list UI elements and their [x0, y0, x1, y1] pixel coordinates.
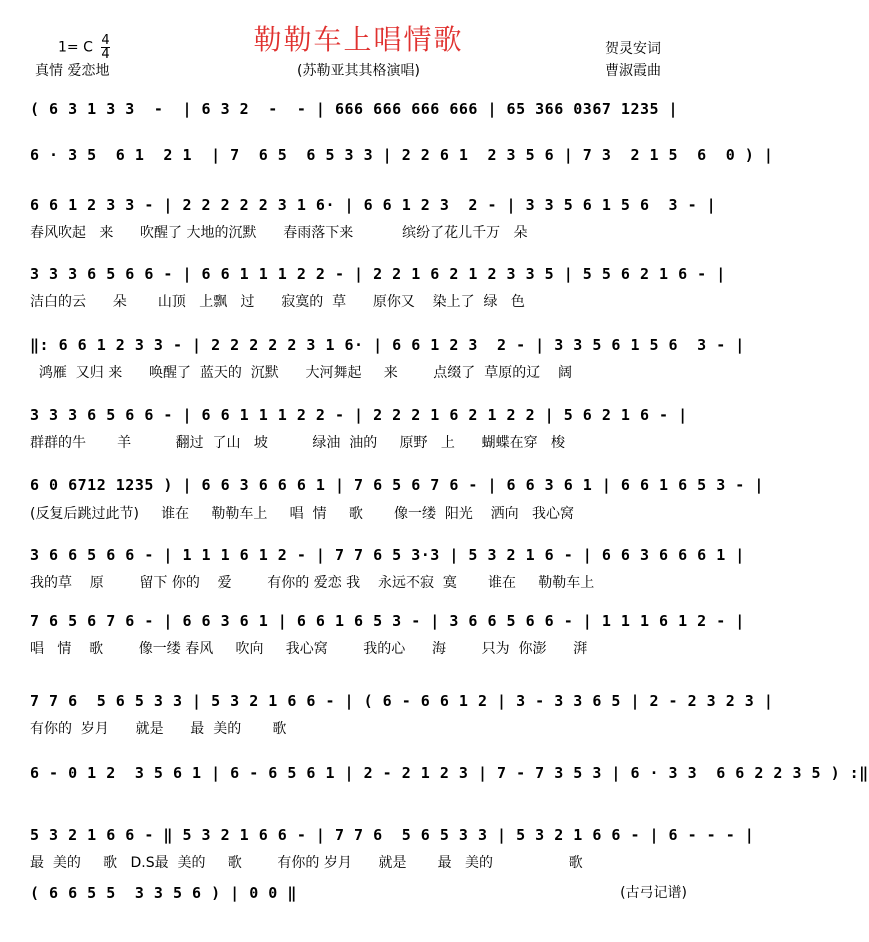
notation-line: ( 6 3 1 3 3 - | 6 3 2 - - | 666 666 666 666 | 65 366 0367 1235 |	[30, 100, 679, 118]
key-text: 1= C	[58, 39, 93, 56]
notation-line: ‖: 6 6 1 2 3 3 - | 2 2 2 2 2 3 1 6· | 6 6 1 2 3 2 - | 3 3 5 6 1 5 6 3 - |	[30, 336, 745, 354]
lyric-line: (反复后跳过此节) 谁在 勒勒车上 唱 情 歌 像一缕 阳光 洒向 我心窝	[30, 506, 575, 522]
time-sig-bottom: 4	[101, 47, 110, 62]
song-title: 勒勒车上唱情歌	[253, 23, 464, 56]
transcriber-credit: (古弓记谱)	[620, 885, 687, 901]
lyric-line: 群群的牛 羊 翻过 了山 坡 绿油 油的 原野 上 蝴蝶在穿 梭	[30, 435, 565, 451]
time-sig-top: 4	[101, 33, 110, 48]
notation-line: 6 · 3 5 6 1 2 1 | 7 6 5 6 5 3 3 | 2 2 6 1 2 3 5 6 | 7 3 2 1 5 6 0 ) |	[30, 146, 774, 164]
notation-line: 3 3 3 6 5 6 6 - | 6 6 1 1 1 2 2 - | 2 2 1 6 2 1 2 3 3 5 | 5 5 6 2 1 6 - |	[30, 265, 726, 283]
lyric-line: 唱 情 歌 像一缕 春风 吹向 我心窝 我的心 海 只为 你澎 湃	[30, 641, 588, 657]
lyric-line: 洁白的云 朵 山顶 上飘 过 寂寞的 草 原你又 染上了 绿 色	[30, 294, 525, 310]
notation-line: 6 6 1 2 3 3 - | 2 2 2 2 2 3 1 6· | 6 6 1 2 3 2 - | 3 3 5 6 1 5 6 3 - |	[30, 196, 717, 214]
lyric-line: 我的草 原 留下 你的 爱 有你的 爱恋 我 永远不寂 寞 谁在 勒勒车上	[30, 575, 595, 591]
key-signature	[58, 34, 110, 61]
notation-line: 3 3 3 6 5 6 6 - | 6 6 1 1 1 2 2 - | 2 2 2 1 6 2 1 2 2 | 5 6 2 1 6 - |	[30, 406, 688, 424]
lyric-line: 鸿雁 又归 来 唤醒了 蓝天的 沉默 大河舞起 来 点缀了 草原的辽 阔	[30, 365, 573, 381]
time-signature	[101, 34, 109, 61]
notation-line: 6 - 0 1 2 3 5 6 1 | 6 - 6 5 6 1 | 2 - 2 1 2 3 | 7 - 7 3 5 3 | 6 · 3 3 6 6 2 2 3 5 ) :‖	[30, 764, 869, 782]
lyricist: 贺灵安词	[605, 41, 661, 57]
performer-subtitle: (苏勒亚其其格演唱)	[297, 63, 420, 79]
lyric-line: 最 美的 歌 D.S最 美的 歌 有你的 岁月 就是 最 美的 歌	[30, 855, 583, 871]
tempo-mood: 真情 爱恋地	[35, 63, 110, 79]
notation-line: 3 6 6 5 6 6 - | 1 1 1 6 1 2 - | 7 7 6 5 3·3 | 5 3 2 1 6 - | 6 6 3 6 6 6 1 |	[30, 546, 745, 564]
lyric-line: 有你的 岁月 就是 最 美的 歌	[30, 721, 287, 737]
notation-line: 7 7 6 5 6 5 3 3 | 5 3 2 1 6 6 - | ( 6 - 6 6 1 2 | 3 - 3 3 6 5 | 2 - 2 3 2 3 |	[30, 692, 774, 710]
composer: 曹淑霞曲	[605, 63, 661, 79]
notation-line: 6 0 6712 1235 ) | 6 6 3 6 6 6 1 | 7 6 5 6 7 6 - | 6 6 3 6 1 | 6 6 1 6 5 3 - |	[30, 476, 764, 494]
notation-line: 7 6 5 6 7 6 - | 6 6 3 6 1 | 6 6 1 6 5 3 - | 3 6 6 5 6 6 - | 1 1 1 6 1 2 - |	[30, 612, 745, 630]
notation-line: ( 6 6 5 5 3 3 5 6 ) | 0 0 ‖	[30, 884, 297, 902]
notation-line: 5 3 2 1 6 6 - ‖ 5 3 2 1 6 6 - | 7 7 6 5 6 5 3 3 | 5 3 2 1 6 6 - | 6 - - - |	[30, 826, 755, 844]
lyric-line: 春风吹起 来 吹醒了 大地的沉默 春雨落下来 缤纷了花儿千万 朵	[30, 225, 528, 241]
